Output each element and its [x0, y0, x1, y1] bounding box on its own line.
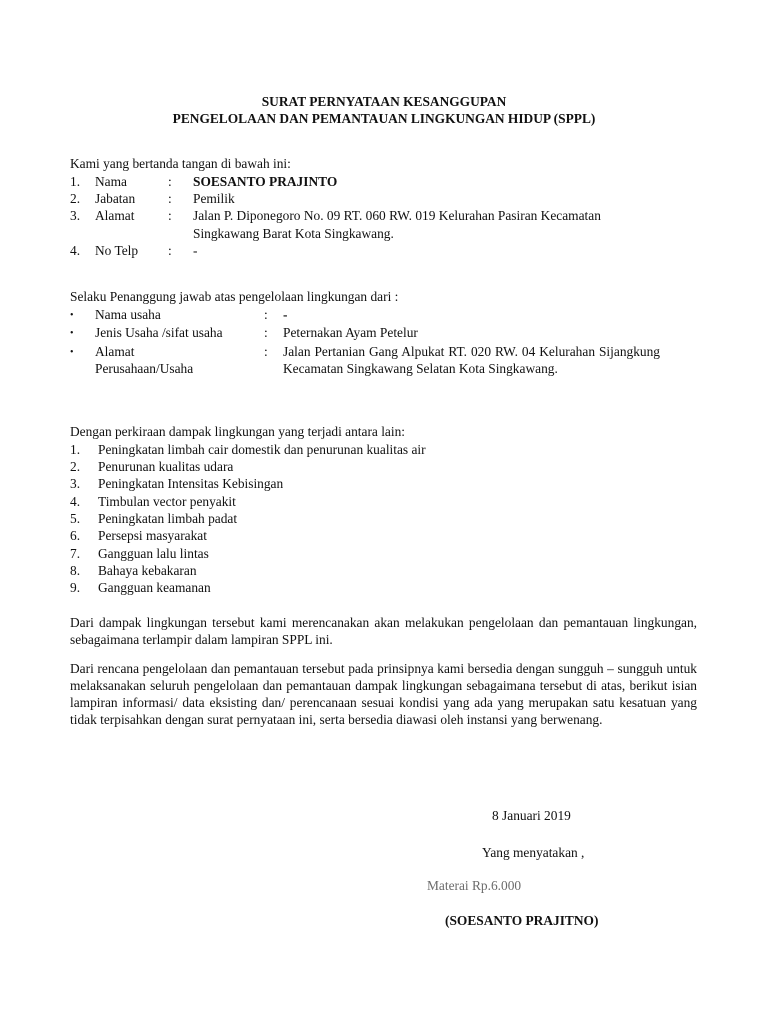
list-item-num: 3.	[70, 476, 81, 491]
business-address-value: Jalan Pertanian Gang Alpukat RT. 020 RW. 04 Kelurahan Sijangkung Kecamatan Singkawang Selatan Kota Singkawang.	[283, 344, 660, 376]
list-item: Gangguan keamanan	[98, 580, 211, 595]
business-type-value: Peternakan Ayam Petelur	[283, 325, 418, 340]
paren-open: (	[445, 913, 450, 928]
list-item-num: 2.	[70, 459, 81, 474]
business-row-sep: :	[264, 325, 268, 340]
intro-text: Kami yang bertanda tangan di bawah ini:	[70, 156, 291, 171]
list-item: Bahaya kebakaran	[98, 563, 197, 578]
signer-row-num: 1.	[70, 174, 81, 189]
signer-row-sep: :	[168, 191, 172, 206]
business-row-label: Jenis Usaha /sifat usaha	[95, 325, 223, 340]
impacts-intro: Dengan perkiraan dampak lingkungan yang terjadi antara lain:	[70, 424, 406, 439]
business-row-label-line-2: Perusahaan/Usaha	[95, 361, 194, 376]
list-item: Peningkatan Intensitas Kebisingan	[98, 476, 284, 491]
list-item-num: 5.	[70, 511, 81, 526]
signer-position-value: Pemilik	[193, 191, 235, 206]
business-name-value: -	[283, 307, 288, 322]
signer-name-value: SOESANTO PRAJINTO	[193, 174, 338, 189]
list-item-num: 8.	[70, 563, 81, 578]
list-item-num: 4.	[70, 494, 81, 509]
list-item: Peningkatan limbah padat	[98, 511, 238, 526]
signer-row-label: Alamat	[95, 208, 135, 223]
document-title-line-2: PENGELOLAAN DAN PEMANTAUAN LINGKUNGAN HIDUP (SPPL)	[172, 111, 596, 126]
business-row-sep: :	[264, 344, 268, 359]
signer-row-sep: :	[168, 243, 172, 258]
materai-stamp-label: Materai Rp.6.000	[427, 878, 522, 893]
signer-row-sep: :	[168, 174, 172, 189]
list-item: Gangguan lalu lintas	[98, 546, 209, 561]
list-item-num: 6.	[70, 528, 81, 543]
signer-row-num: 4.	[70, 243, 81, 258]
signer-address-value-line-2: Singkawang Barat Kota Singkawang.	[193, 226, 394, 241]
bullet-icon: •	[70, 328, 74, 339]
signer-row-label: No Telp	[95, 243, 139, 258]
bullet-icon: •	[70, 310, 74, 321]
list-item: Persepsi masyarakat	[98, 528, 207, 543]
list-item: Timbulan vector penyakit	[98, 494, 236, 509]
list-item-num: 9.	[70, 580, 81, 595]
paragraph-commitment: Dari rencana pengelolaan dan pemantauan tersebut pada prinsipnya kami bersedia dengan sungguh – sungguh untuk melaksanakan seluruh pengelolaan dan pemantauan dampak lingkungan sebagaimana tersebut di atas, berikut isian lampiran informasi/ data eksisting dan/ perencanaan sesuai kondisi yang ada yang merupakan satu kesatuan yang tidak terpisahkan dengan surat pernyataan ini, serta bersedia diawasi oleh instansi yang berwenang.	[70, 661, 697, 727]
signature-date: 8 Januari 2019	[492, 808, 571, 823]
signer-row-label: Jabatan	[95, 191, 136, 206]
business-row-sep: :	[264, 307, 268, 322]
signer-row-num: 3.	[70, 208, 81, 223]
signer-row-num: 2.	[70, 191, 81, 206]
paren-close: )	[593, 913, 599, 928]
list-item-num: 1.	[70, 442, 81, 457]
business-row-label: Nama usaha	[95, 307, 161, 322]
list-item: Peningkatan limbah cair domestik dan penurunan kualitas air	[98, 442, 426, 457]
signer-address-value: Jalan P. Diponegoro No. 09 RT. 060 RW. 019 Kelurahan Pasiran Kecamatan	[193, 208, 601, 223]
document-title-line-1: SURAT PERNYATAAN KESANGGUPAN	[261, 94, 507, 109]
responsible-intro: Selaku Penanggung jawab atas pengelolaan lingkungan dari :	[70, 289, 399, 304]
signer-row-label: Nama	[95, 174, 127, 189]
paragraph-plan: Dari dampak lingkungan tersebut kami merencanakan akan melakukan pengelolaan dan pemantauan lingkungan, sebagaimana terlampir dalam lampiran SPPL ini.	[70, 615, 697, 647]
bullet-icon: •	[70, 347, 74, 358]
business-row-label: Alamat	[95, 344, 135, 359]
signature-statement: Yang menyatakan ,	[482, 845, 585, 860]
signer-phone-value: -	[193, 243, 198, 258]
signer-row-sep: :	[168, 208, 172, 223]
signature-name-text: SOESANTO PRAJITNO	[449, 913, 594, 928]
list-item: Penurunan kualitas udara	[98, 459, 234, 474]
list-item-num: 7.	[70, 546, 81, 561]
signer-name-signature	[445, 912, 598, 929]
